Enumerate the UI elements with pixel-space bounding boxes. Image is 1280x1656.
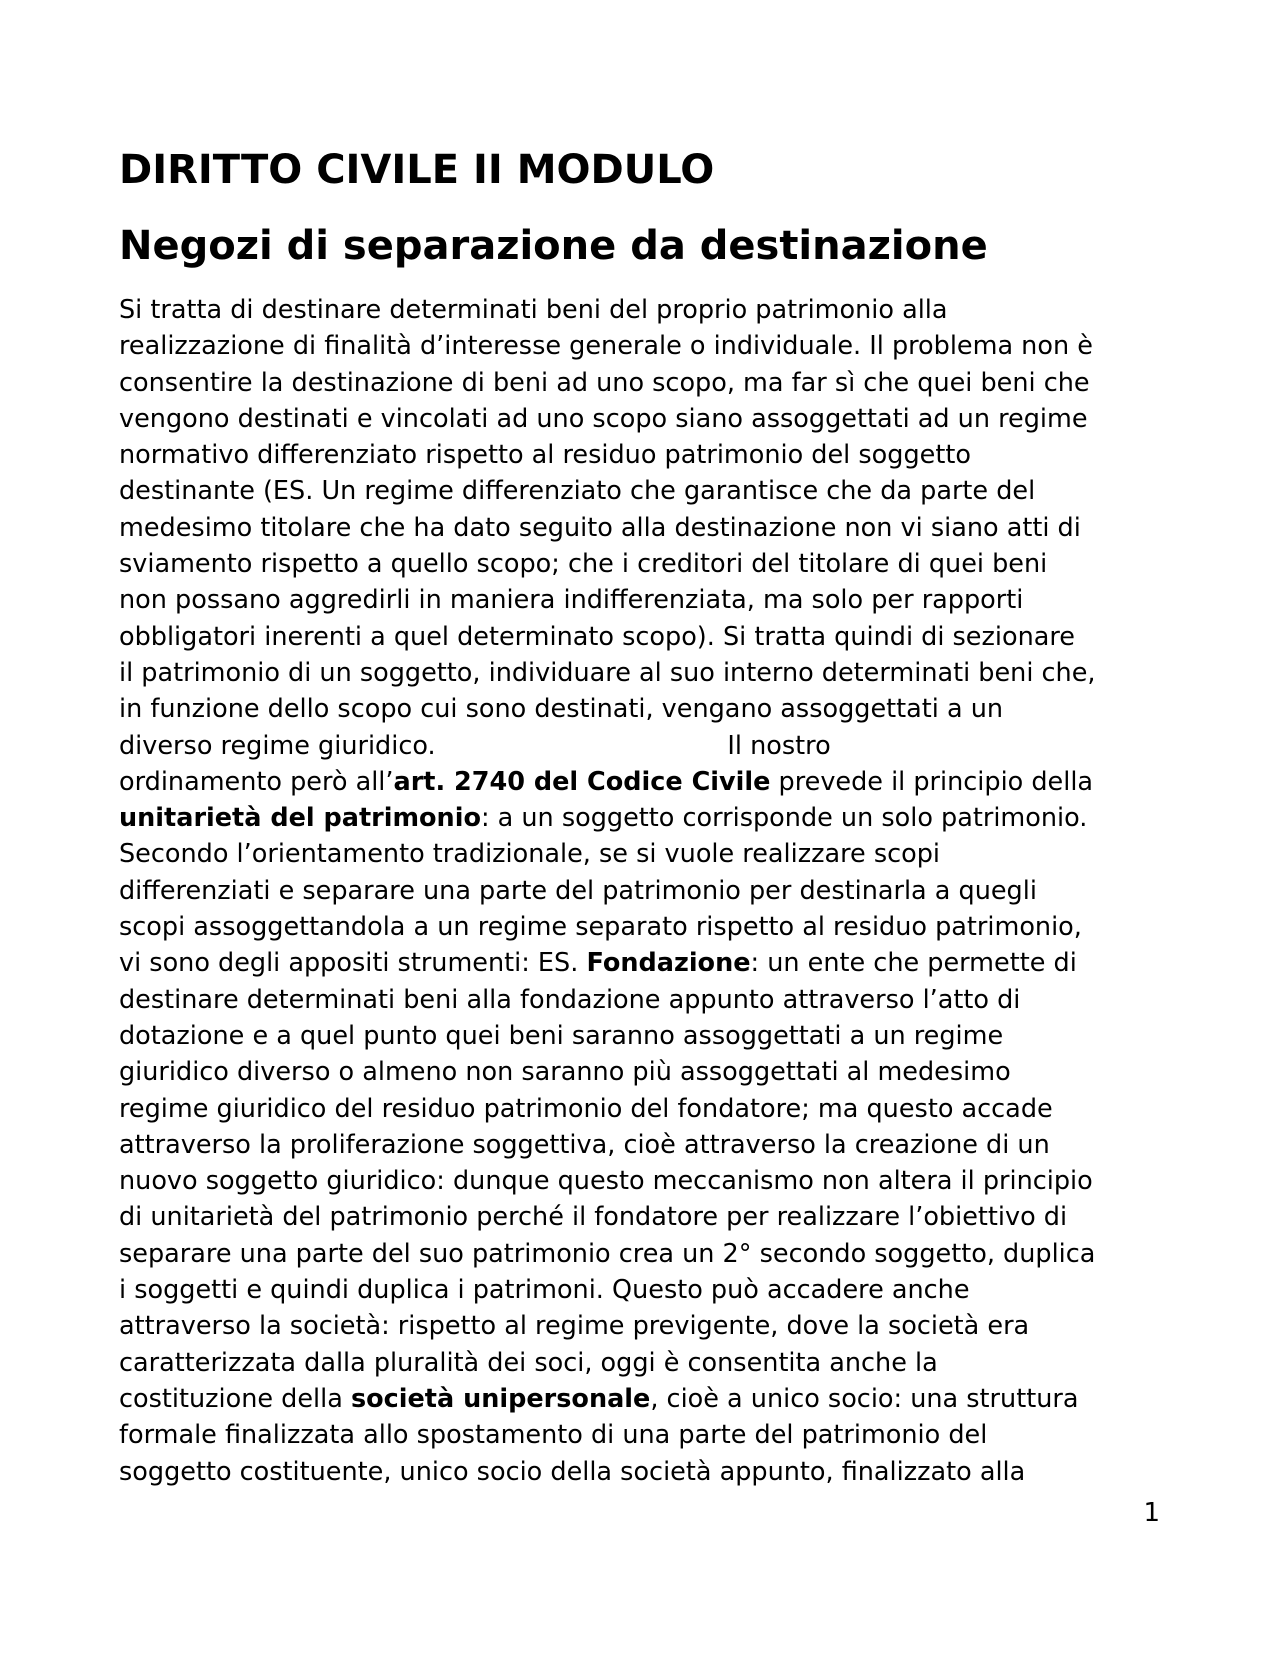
text-line: [119, 1127, 1199, 1163]
text-line: [119, 473, 1199, 509]
text-run: sviamento rispetto a quello scopo; che i creditori del titolare di quei beni: [119, 549, 1048, 580]
text-line: [119, 1308, 1199, 1344]
text-line: [119, 836, 1199, 872]
text-run: obbligatori inerenti a quel determinato scopo). Si tratta quindi di sezionare: [119, 621, 1075, 652]
text-run: consentire la destinazione di beni ad uno scopo, ma far sì che quei beni che: [119, 367, 1090, 398]
document-title: DIRITTO CIVILE II MODULO: [119, 147, 715, 193]
text-line: [119, 800, 1199, 836]
text-run: regime giuridico del residuo patrimonio del fondatore; ma questo accade: [119, 1093, 1053, 1124]
text-run: Si tratta di destinare determinati beni del proprio patrimonio alla: [119, 295, 948, 325]
bold-text-run: società unipersonale: [350, 1383, 651, 1414]
text-run: medesimo titolare che ha dato seguito alla destinazione non vi siano atti di: [119, 512, 1081, 543]
text-line: [119, 1454, 1199, 1490]
text-run: prevede il principio della: [770, 766, 1094, 797]
text-run: costituzione della: [119, 1383, 351, 1414]
text-line: [119, 510, 1199, 546]
text-line: [119, 401, 1199, 437]
text-line: [119, 1272, 1199, 1308]
text-line: [119, 1417, 1199, 1453]
body-paragraph: [119, 292, 1199, 1490]
text-run: ordinamento però all’: [119, 766, 394, 797]
text-run: attraverso la società: rispetto al regime previgente, dove la società era: [119, 1311, 1030, 1342]
text-run: dotazione e a quel punto quei beni saranno assoggettati a un regime: [119, 1020, 1004, 1051]
text-run: Secondo l’orientamento tradizionale, se si vuole realizzare scopi: [119, 839, 940, 870]
text-run: diverso regime giuridico. Il nostro: [119, 730, 831, 761]
text-line: [119, 1381, 1199, 1417]
text-line: [119, 945, 1199, 981]
text-run: destinare determinati beni alla fondazione appunto attraverso l’atto di: [119, 984, 1021, 1015]
text-line: [119, 546, 1199, 582]
text-line: [119, 582, 1199, 618]
text-line: [119, 1199, 1199, 1235]
text-run: giuridico diverso o almeno non saranno più assoggettati al medesimo: [119, 1057, 1011, 1088]
text-run: non possano aggredirli in maniera indifferenziata, ma solo per rapporti: [119, 585, 1024, 616]
text-run: differenziati e separare una parte del patrimonio per destinarla a quegli: [119, 875, 1037, 906]
text-line: [119, 1091, 1199, 1127]
text-run: caratterizzata dalla pluralità dei soci, oggi è consentita anche la: [119, 1347, 938, 1378]
text-run: : un ente che permette di: [750, 948, 1077, 979]
text-line: [119, 328, 1199, 364]
text-run: : a un soggetto corrisponde un solo patrimonio.: [480, 803, 1088, 834]
text-line: [119, 909, 1199, 945]
text-run: , cioè a unico socio: una struttura: [650, 1383, 1079, 1414]
text-line: [119, 365, 1199, 401]
text-run: formale finalizzata allo spostamento di una parte del patrimonio del: [119, 1420, 988, 1451]
text-line: [119, 292, 1199, 328]
text-line: [119, 437, 1199, 473]
text-run: il patrimonio di un soggetto, individuare al suo interno determinati beni che,: [119, 657, 1096, 688]
text-run: scopi assoggettandola a un regime separato rispetto al residuo patrimonio,: [119, 912, 1082, 943]
text-run: in funzione dello scopo cui sono destinati, vengano assoggettati a un: [119, 694, 1004, 725]
bold-text-run: art. 2740 del Codice Civile: [393, 766, 771, 797]
text-line: [119, 873, 1199, 909]
text-line: [119, 1054, 1199, 1090]
text-line: [119, 619, 1199, 655]
text-run: realizzazione di finalità d’interesse generale o individuale. Il problema non è: [119, 331, 1093, 362]
text-run: normativo differenziato rispetto al residuo patrimonio del soggetto: [119, 440, 971, 471]
text-line: [119, 1018, 1199, 1054]
text-line: [119, 728, 1199, 764]
text-line: [119, 691, 1199, 727]
text-line: [119, 655, 1199, 691]
bold-text-run: Fondazione: [586, 948, 751, 979]
section-heading: Negozi di separazione da destinazione: [119, 223, 988, 269]
text-run: di unitarietà del patrimonio perché il fondatore per realizzare l’obiettivo di: [119, 1202, 1068, 1233]
text-line: [119, 764, 1199, 800]
text-line: [119, 982, 1199, 1018]
text-run: destinante (ES. Un regime differenziato che garantisce che da parte del: [119, 476, 1036, 507]
text-run: separare una parte del suo patrimonio crea un 2° secondo soggetto, duplica: [119, 1238, 1096, 1269]
text-line: [119, 1163, 1199, 1199]
text-run: i soggetti e quindi duplica i patrimoni. Questo può accadere anche: [119, 1275, 970, 1306]
text-line: [119, 1345, 1199, 1381]
page-number: 1: [1143, 1498, 1160, 1528]
text-run: nuovo soggetto giuridico: dunque questo meccanismo non altera il principio: [119, 1166, 1093, 1197]
text-line: [119, 1236, 1199, 1272]
text-run: vi sono degli appositi strumenti: ES.: [119, 948, 587, 979]
text-run: soggetto costituente, unico socio della società appunto, finalizzato alla: [119, 1456, 1026, 1487]
text-run: attraverso la proliferazione soggettiva, cioè attraverso la creazione di un: [119, 1129, 1050, 1160]
bold-text-run: unitarietà del patrimonio: [119, 803, 481, 834]
text-run: vengono destinati e vincolati ad uno scopo siano assoggettati ad un regime: [119, 403, 1088, 434]
